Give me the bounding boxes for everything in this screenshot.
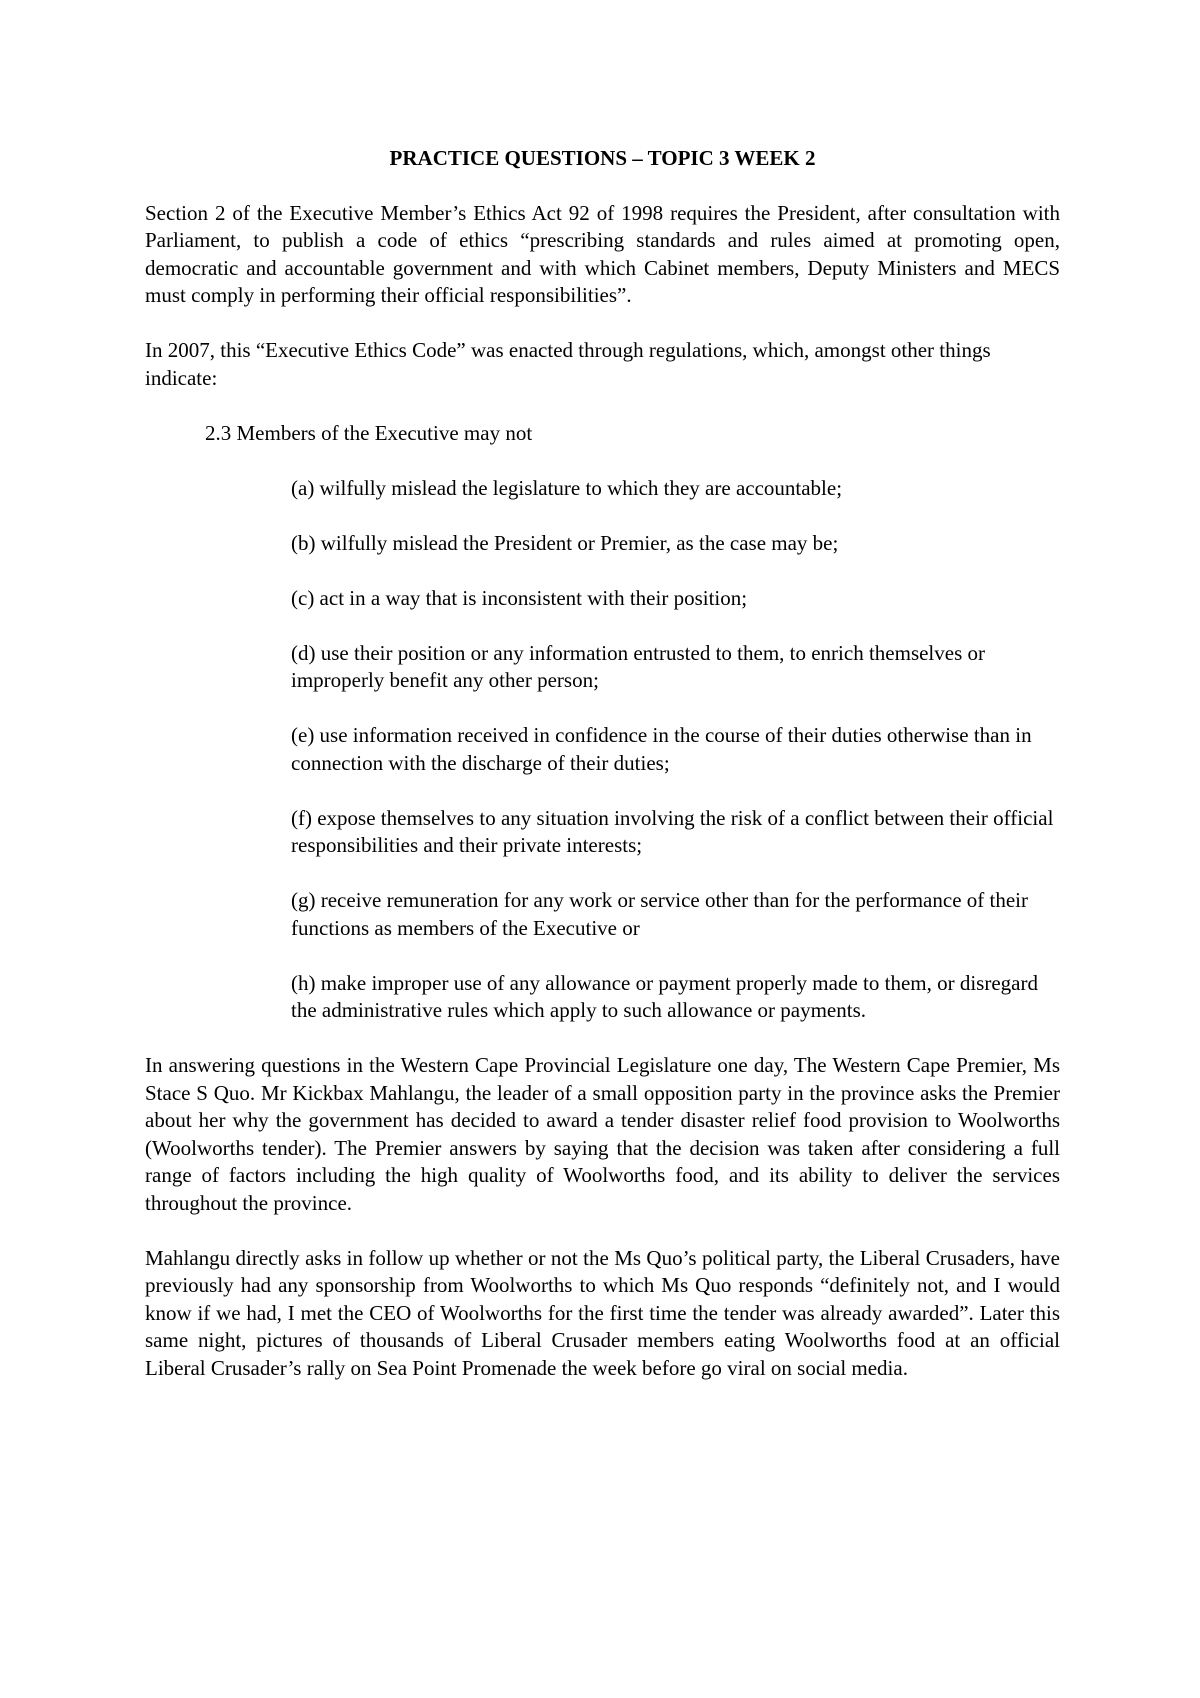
code-enactment-paragraph: In 2007, this “Executive Ethics Code” was enacted through regulations, which, amongst other things indicate: xyxy=(145,338,991,390)
document-title: PRACTICE QUESTIONS – TOPIC 3 WEEK 2 xyxy=(389,146,816,170)
clause-f: (f) expose themselves to any situation involving the risk of a conflict between their official responsibilities and their private interests; xyxy=(291,805,1054,857)
clause-d: (d) use their position or any information entrusted to them, to enrich themselves or improperly benefit any other person; xyxy=(291,640,986,692)
document-body xyxy=(145,145,1060,1410)
section-heading: 2.3 Members of the Executive may not xyxy=(205,420,533,445)
clause-a: (a) wilfully mislead the legislature to which they are accountable; xyxy=(291,475,843,500)
clause-e: (e) use information received in confidence in the course of their duties otherwise than in connection with the discharge of their duties; xyxy=(291,723,1032,775)
follow-up-paragraph: Mahlangu directly asks in follow up whether or not the Ms Quo’s political party, the Liberal Crusaders, have previously had any sponsorship from Woolworths to which Ms Quo responds “definitely not, and I would know if we had, I met the CEO of Woolworths for the first time the tender was already awarded”. Later this same night, pictures of thousands of Liberal Crusader members eating Woolworths food at an official Liberal Crusader’s rally on Sea Point Promenade the week before go viral on social media. xyxy=(145,1245,1060,1380)
intro-paragraph: Section 2 of the Executive Member’s Ethics Act 92 of 1998 requires the President, after consultation with Parliament, to publish a code of ethics “prescribing standards and rules aimed at promoting open, democratic and accountable government and with which Cabinet members, Deputy Ministers and MECS must comply in performing their official responsibilities”. xyxy=(145,200,1060,307)
clause-c: (c) act in a way that is inconsistent with their position; xyxy=(291,585,748,610)
scenario-paragraph: In answering questions in the Western Cape Provincial Legislature one day, The Western Cape Premier, Ms Stace S Quo. Mr Kickbax Mahlangu, the leader of a small opposition party in the province asks the Premier about her why the government has decided to award a tender disaster relief food provision to Woolworths (Woolworths tender). The Premier answers by saying that the decision was taken after considering a full range of factors including the high quality of Woolworths food, and its ability to deliver the services throughout the province. xyxy=(145,1053,1060,1215)
clause-h: (h) make improper use of any allowance or payment properly made to them, or disregard the administrative rules which apply to such allowance or payments. xyxy=(291,970,1038,1022)
clause-g: (g) receive remuneration for any work or service other than for the performance of their functions as members of the Executive or xyxy=(291,888,1028,940)
clause-b: (b) wilfully mislead the President or Premier, as the case may be; xyxy=(291,530,839,555)
